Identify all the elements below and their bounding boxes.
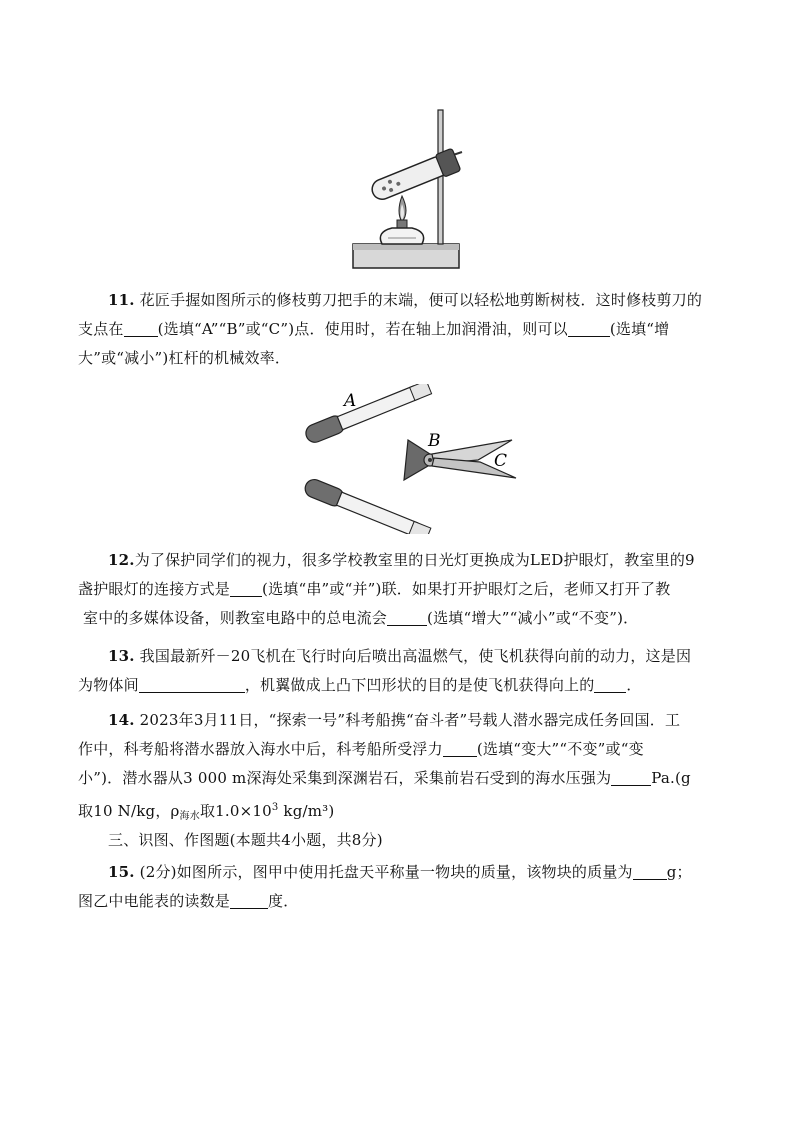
question-14-line-4: 取10 N/kg，$\rho_{海水}$取$1.0\times 10^3$ kg/m³) xyxy=(78,802,335,822)
pruning-shears-figure xyxy=(300,384,530,534)
answer-blank-14b[interactable] xyxy=(611,768,651,786)
question-15-line-2: 图乙中电能表的读数是 度． xyxy=(78,892,299,910)
label-c: C xyxy=(494,451,508,471)
question-15-line-1: 15. (2分)如图所示，图甲中使用托盘天平称量一物块的质量，该物块的质量为 g； xyxy=(108,863,692,881)
answer-blank-13b[interactable] xyxy=(594,675,626,693)
answer-blank-13a[interactable] xyxy=(139,675,245,693)
question-14 xyxy=(78,706,718,831)
question-15 xyxy=(78,858,718,916)
test-tube-apparatus-figure xyxy=(350,108,465,273)
question-11-line-3: 大”或“减小”)杠杆的机械效率． xyxy=(78,349,291,367)
answer-blank-12a[interactable] xyxy=(230,579,262,597)
question-14-line-3: 小”)．潜水器从3 000 m深海处采集到深渊岩石，采集前岩石受到的海水压强为 Pa.(g xyxy=(78,769,691,787)
question-15-number: 15. xyxy=(108,863,135,881)
question-13-line-2: 为物体间 ，机翼做成上凸下凹形状的目的是使飞机获得向上的 ． xyxy=(78,676,642,694)
question-11-line-2: 支点在 (选填“A”“B”或“C”)点．使用时，若在轴上加润滑油，则可以 (选填“增 xyxy=(78,320,670,338)
label-b: B xyxy=(428,431,441,451)
question-11-number: 11. xyxy=(108,291,135,309)
question-12-line-1: 12.为了保护同学们的视力，很多学校教室里的日光灯更换成为LED护眼灯，教室里的9 xyxy=(108,551,695,569)
label-a: A xyxy=(344,391,357,411)
question-11 xyxy=(78,286,718,373)
question-12 xyxy=(78,546,718,633)
answer-blank-11a[interactable] xyxy=(124,319,158,337)
answer-blank-11b[interactable] xyxy=(568,319,610,337)
question-13-line-1: 13. 我国最新歼－20飞机在飞行时向后喷出高温燃气，使飞机获得向前的动力，这是因 xyxy=(108,647,692,665)
question-13 xyxy=(78,642,718,700)
answer-blank-14a[interactable] xyxy=(443,739,477,757)
question-13-number: 13. xyxy=(108,647,135,665)
question-12-line-3: 室中的多媒体设备，则教室电路中的总电流会 (选填“增大”“减小”或“不变”)． xyxy=(83,609,639,627)
question-12-line-2: 盏护眼灯的连接方式是 (选填“串”或“并”)联．如果打开护眼灯之后，老师又打开了教 xyxy=(78,580,671,598)
question-12-number: 12. xyxy=(108,551,135,569)
question-14-number: 14. xyxy=(108,711,135,729)
answer-blank-12b[interactable] xyxy=(387,608,427,626)
question-14-line-1: 14. 2023年3月11日，“探索一号”科考船携“奋斗者”号载人潜水器完成任务回国．工 xyxy=(108,711,681,729)
question-14-line-2: 作中，科考船将潜水器放入海水中后，科考船所受浮力 (选填“变大”“不变”或“变 xyxy=(78,740,644,758)
answer-blank-15b[interactable] xyxy=(230,891,268,909)
answer-blank-15a[interactable] xyxy=(633,862,667,880)
question-11-line-1: 11. 花匠手握如图所示的修枝剪刀把手的末端，便可以轻松地剪断树枝．这时修枝剪刀的 xyxy=(108,291,703,309)
section-3-heading: 三、识图、作图题(本题共4小题，共8分) xyxy=(108,831,383,849)
